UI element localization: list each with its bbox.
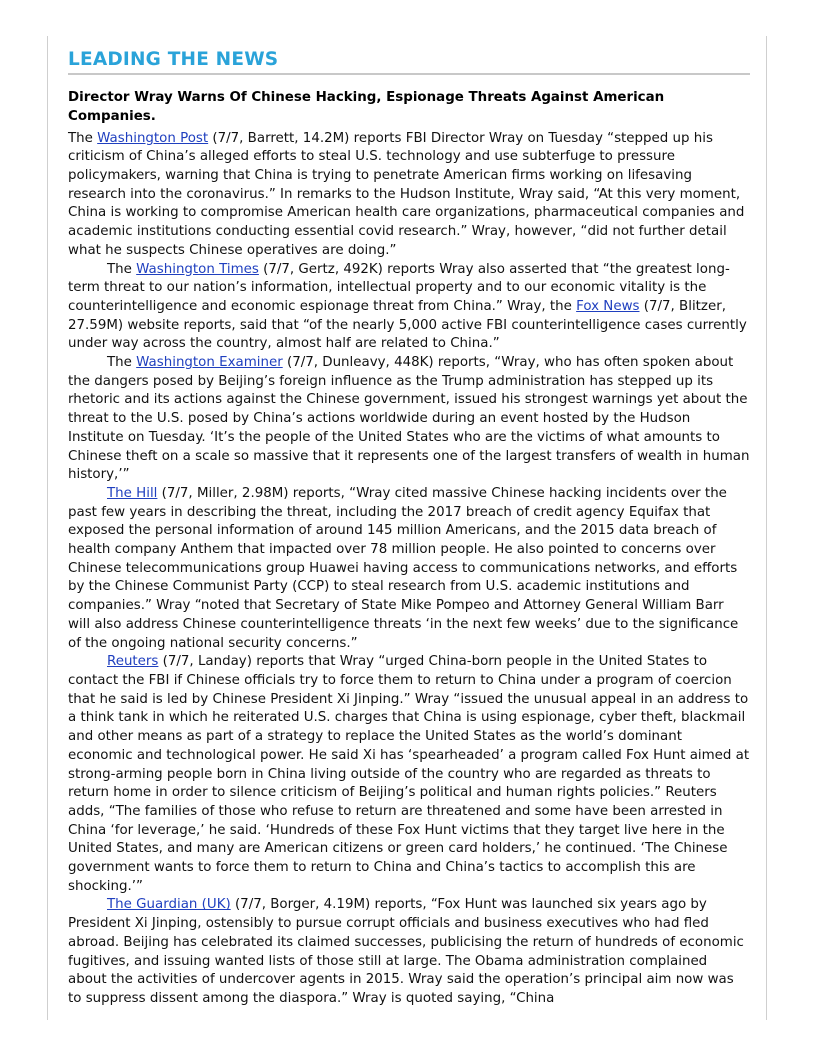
article-headline: Director Wray Warns Of Chinese Hacking, Espionage Threats Against American Companies. — [68, 90, 665, 124]
source-link-the-guardian[interactable]: The Guardian (UK) — [107, 897, 231, 913]
source-link-the-hill[interactable]: The Hill — [107, 485, 158, 501]
article-paragraph-2: The Washington Times (7/7, Gertz, 492K) reports Wray also asserted that “the greatest long-term threat to our nation’s information, intellectual property and to our economic vitality is the counterintelligence and economic espionage threat from China.” Wray, the Fox News (7/7, Blitzer, 27.59M) website reports, said that “of the nearly 5,000 active FBI counterintelligence cases currently under way across the country, almost half are related to China.” — [68, 261, 747, 352]
source-link-fox-news[interactable]: Fox News — [576, 298, 640, 314]
newsletter-content — [68, 48, 750, 1009]
article-paragraph-4: The Hill (7/7, Miller, 2.98M) reports, “Wray cited massive Chinese hacking incidents over the past few years in describing the threat, including the 2017 breach of credit agency Equifax that exposed the personal information of around 145 million Americans, and the 2015 data breach of health company Anthem that impacted over 78 million people. He also pointed to concerns over Chinese telecommunications group Huawei having access to communications networks, and efforts by the Chinese Communist Party (CCP) to steal research from U.S. academic institutions and companies.” Wray “noted that Secretary of State Mike Pompeo and Attorney General William Barr will also address Chinese counterintelligence threats ‘in the next few weeks’ due to the significance of the ongoing national security concerns.” — [68, 485, 739, 651]
source-link-washington-post[interactable]: Washington Post — [97, 130, 209, 146]
source-link-washington-times[interactable]: Washington Times — [136, 261, 259, 277]
article-paragraph-5: Reuters (7/7, Landay) reports that Wray “urged China-born people in the United States to contact the FBI if Chinese officials try to force them to return to China under a program of coercion that he said is led by Chinese President Xi Jinping.” Wray “issued the unusual appeal in an address to a think tank in which he reiterated U.S. charges that China is using espionage, cyber theft, blackmail and other means as part of a strategy to replace the United States as the world’s dominant economic and technological power. He said Xi has ‘spearheaded’ a program called Fox Hunt aimed at strong-arming people born in China living outside of the country who are regarded as threats to return home in order to silence criticism of Beijing’s political and human rights policies.” Reuters adds, “The families of those who refuse to return are threatened and some have been arrested in China ‘for leverage,’ he said. ‘Hundreds of these Fox Hunt victims that they target live here in the United States, and many are American citizens or green card holders,’ he continued. ‘The Chinese government wants to force them to return to China and China’s tactics to accomplish this are shocking.’” — [68, 654, 750, 894]
source-link-washington-examiner[interactable]: Washington Examiner — [136, 355, 283, 371]
source-link-reuters[interactable]: Reuters — [107, 654, 159, 670]
article-paragraph-3: The Washington Examiner (7/7, Dunleavy, 448K) reports, “Wray, who has often spoken about the dangers posed by Beijing’s foreign influence as the Trump administration has stepped up its rhetoric and its actions against the Chinese government, issued his strongest warnings yet about the threat to the U.S. posed by China’s actions worldwide during an event hosted by the Hudson Institute on Tuesday. ‘It’s the people of the United States who are the victims of what amounts to Chinese theft on a scale so massive that it represents one of the largest transfers of wealth in human history,’” — [68, 355, 750, 483]
article-paragraph-6: The Guardian (UK) (7/7, Borger, 4.19M) reports, “Fox Hunt was launched six years ago by President Xi Jinping, ostensibly to pursue corrupt officials and business executives who had fled abroad. Beijing has celebrated its claimed successes, publicising the return of hundreds of economic fugitives, and issuing wanted lists of those still at large. The Obama administration complained about the activities of undercover agents in 2015. Wray said the operation’s principal aim now was to suppress dissent among the diaspora.” Wray is quoted saying, “China — [68, 897, 744, 1006]
article-paragraph-1: The Washington Post (7/7, Barrett, 14.2M) reports FBI Director Wray on Tuesday “stepped up his criticism of China’s alleged efforts to steal U.S. technology and use subterfuge to pressure policymakers, warning that China is trying to penetrate American firms working on lifesaving research into the coronavirus.” In remarks to the Hudson Institute, Wray said, “At this very moment, China is working to compromise American health care organizations, pharmaceutical companies and academic institutions conducting essential covid research.” Wray, however, “did not further detail what he suspects Chinese operatives are doing.” — [68, 130, 745, 258]
section-title: LEADING THE NEWS — [68, 48, 750, 75]
